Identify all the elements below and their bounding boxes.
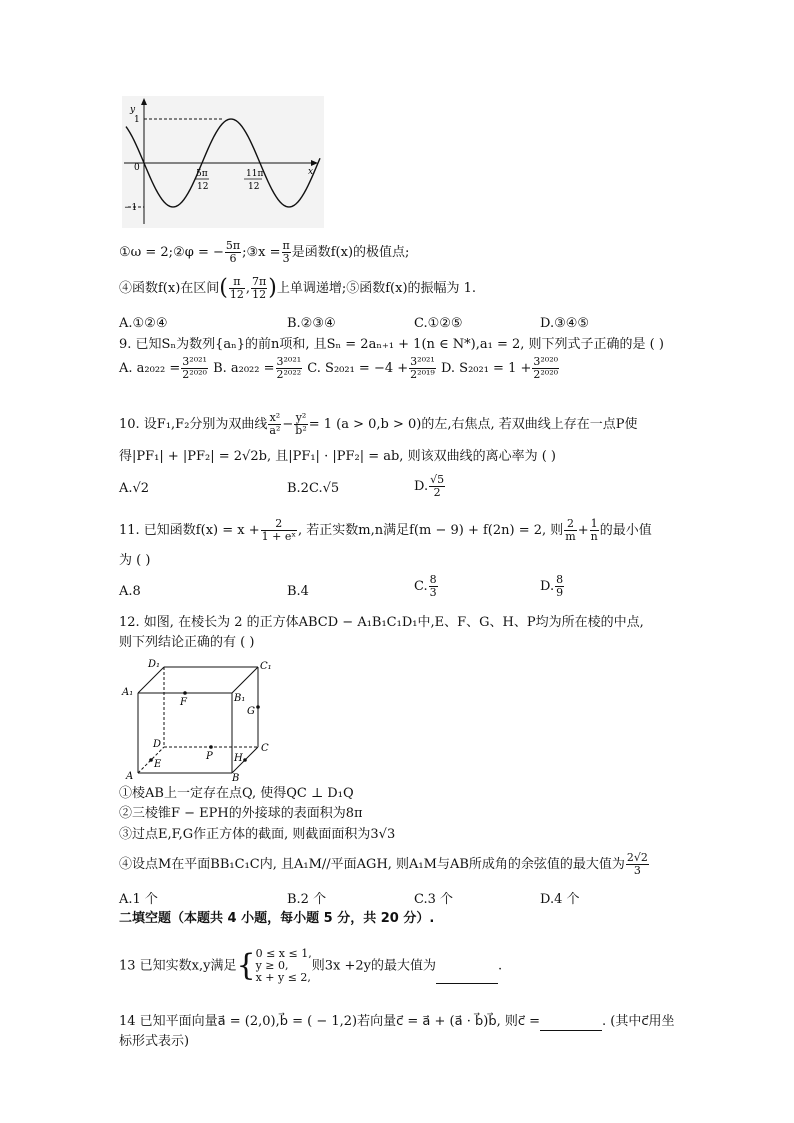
cube-label-c: C (261, 743, 269, 754)
q10-option-bc[interactable]: B.2C.√5 (287, 481, 340, 496)
q11-stem-line2: 为 ( ) (119, 553, 151, 568)
q8-statement-line1: ①ω = 2;②φ = − $\frac{5\pi}{6}$ ;③x = $\frac{\pi}{3}$ 是函数f(x)的极值点; (119, 239, 410, 265)
q11-option-a[interactable]: A.8 (119, 584, 141, 599)
q8-option-d[interactable]: D.③④⑤ (540, 316, 590, 331)
q12-option-b[interactable]: B.2 个 (287, 892, 327, 907)
q14-stem-line1: 14 已知平面向量a⃗ = (2,0),b⃗ = ( − 1,2)若向量c⃗ = a⃗ + (a⃗ · b⃗)b⃗, 则c⃗ = . (其中c⃗用坐 (119, 1014, 675, 1029)
section-title-fill-in: 二填空题（本题共 4 小题，每小题 5 分，共 20 分）. (119, 911, 435, 926)
q12-option-d[interactable]: D.4 个 (540, 892, 580, 907)
q10-stem-line1: 10. 设F₁,F₂分别为双曲线 $\frac{\text{x²}}{\text{a²}}$ − $\frac{\text{y²}}{\text{b²}}$ = 1 (a > 0,b > 0)的左,右焦点, 若双曲线上存在一点P使 (119, 411, 638, 437)
cube-label-c1: C₁ (260, 661, 272, 672)
cube-label-d: D (153, 739, 162, 750)
tick1-num: 5π (196, 169, 208, 179)
y-top-label: 1 (134, 115, 140, 125)
q13-answer-blank[interactable] (436, 971, 498, 984)
q10-option-a[interactable]: A.√2 (119, 481, 150, 496)
y-axis-label: y (130, 105, 136, 115)
q12-stem-line2: 则下列结论正确的有 ( ) (119, 635, 255, 650)
q11-option-b[interactable]: B.4 (287, 584, 309, 599)
q9-option-b[interactable]: B. a₂₀₂₂ = $\frac{\text{3²⁰²¹}}{\text{2²⁰²²}}$ (213, 355, 302, 381)
q12-option-c[interactable]: C.3 个 (414, 892, 454, 907)
cube-label-d1: D₁ (148, 659, 161, 670)
tick1-den: 12 (197, 182, 209, 192)
q12-statement-3: ③过点E,F,G作正方体的截面, 则截面面积为3√3 (119, 827, 396, 842)
cube-figure (120, 655, 280, 783)
cube-label-f: F (180, 697, 187, 708)
q11-option-d[interactable]: D. $\frac{8}{9}$ (540, 573, 564, 599)
q12-stem-line1: 12. 如图, 在棱长为 2 的正方体ABCD − A₁B₁C₁D₁中,E、F、G、H、P均为所在棱的中点, (119, 615, 644, 630)
q9-options (119, 356, 560, 381)
cube-label-b1: B₁ (234, 693, 246, 704)
q14-stem-line2: 标形式表示) (119, 1034, 190, 1049)
y-bottom-label: −1 (124, 203, 138, 213)
q8-option-a[interactable]: A.①②④ (119, 316, 168, 331)
tick2-den: 12 (248, 182, 260, 192)
q12-statement-4: ④设点M在平面BB₁C₁C内, 且A₁M//平面AGH, 则A₁M与AB所成角的余弦值的最大值为 $\frac{2√2}{3}$ (119, 851, 648, 877)
cube-label-b: B (232, 773, 240, 783)
x-axis-label: x (308, 167, 314, 177)
cube-label-p: P (206, 751, 213, 762)
q13-stem: 13 已知实数x,y满足{ 0 ≤ x ≤ 1, y ≥ 0, x + y ≤ 2, 则3x +2y的最大值为 . (119, 947, 503, 984)
q9-option-a[interactable]: A. a₂₀₂₂ = $\frac{\text{3²⁰²¹}}{\text{2²⁰²⁰}}$ (119, 355, 207, 381)
q11-stem-line1: 11. 已知函数f(x) = x + $\frac{2}{\text{1 + eˣ}}$ , 若正实数m,n满足f(m − 9) + f(2n) = 2, 则 $\frac{2}{m}$ + $\frac{1}{n}$ 的最小值 (119, 517, 652, 543)
cube-label-g: G (247, 706, 255, 717)
q9-stem: 9. 已知Sₙ为数列{aₙ}的前n项和, 且Sₙ = 2aₙ₊₁ + 1(n ∈ N*),a₁ = 2, 则下列式子正确的是 ( ) (119, 337, 664, 352)
q14-answer-blank[interactable] (540, 1018, 602, 1031)
q8-option-c[interactable]: C.①②⑤ (414, 316, 463, 331)
q8-option-b[interactable]: B.②③④ (287, 316, 336, 331)
origin-label: 0 (134, 163, 140, 173)
q12-statement-2: ②三棱锥F − EPH的外接球的表面积为8π (119, 806, 363, 821)
q9-option-c[interactable]: C. S₂₀₂₁ = −4 + $\frac{\text{3²⁰²¹}}{\text{2²⁰¹⁹}}$ (307, 355, 435, 381)
q12-option-a[interactable]: A.1 个 (119, 892, 158, 907)
cube-label-h: H (234, 753, 243, 764)
q8-statement-line2: ④函数f(x)在区间( $\frac{\pi}{12}$ , $\frac{7\pi}{12}$ )上单调递增;⑤函数f(x)的振幅为 1. (119, 275, 477, 301)
q9-option-d[interactable]: D. S₂₀₂₁ = 1 + $\frac{\text{3²⁰²⁰}}{\text{2²⁰²⁰}}$ (440, 355, 559, 381)
q12-statement-1: ①棱AB上一定存在点Q, 使得QC ⊥ D₁Q (119, 786, 354, 801)
q11-option-c[interactable]: C. $\frac{8}{3}$ (414, 573, 437, 599)
tick2-num: 11π (246, 169, 264, 179)
cube-label-a: A (126, 771, 134, 782)
q10-option-d[interactable]: D. $\frac{√5}{2}$ (414, 473, 445, 499)
sine-graph (122, 96, 324, 228)
cube-label-e: E (154, 759, 162, 770)
q10-stem-line2: 得|PF₁| + |PF₂| = 2√2b, 且|PF₁| · |PF₂| = ab, 则该双曲线的离心率为 ( ) (119, 449, 556, 464)
cube-label-a1: A₁ (122, 687, 134, 698)
